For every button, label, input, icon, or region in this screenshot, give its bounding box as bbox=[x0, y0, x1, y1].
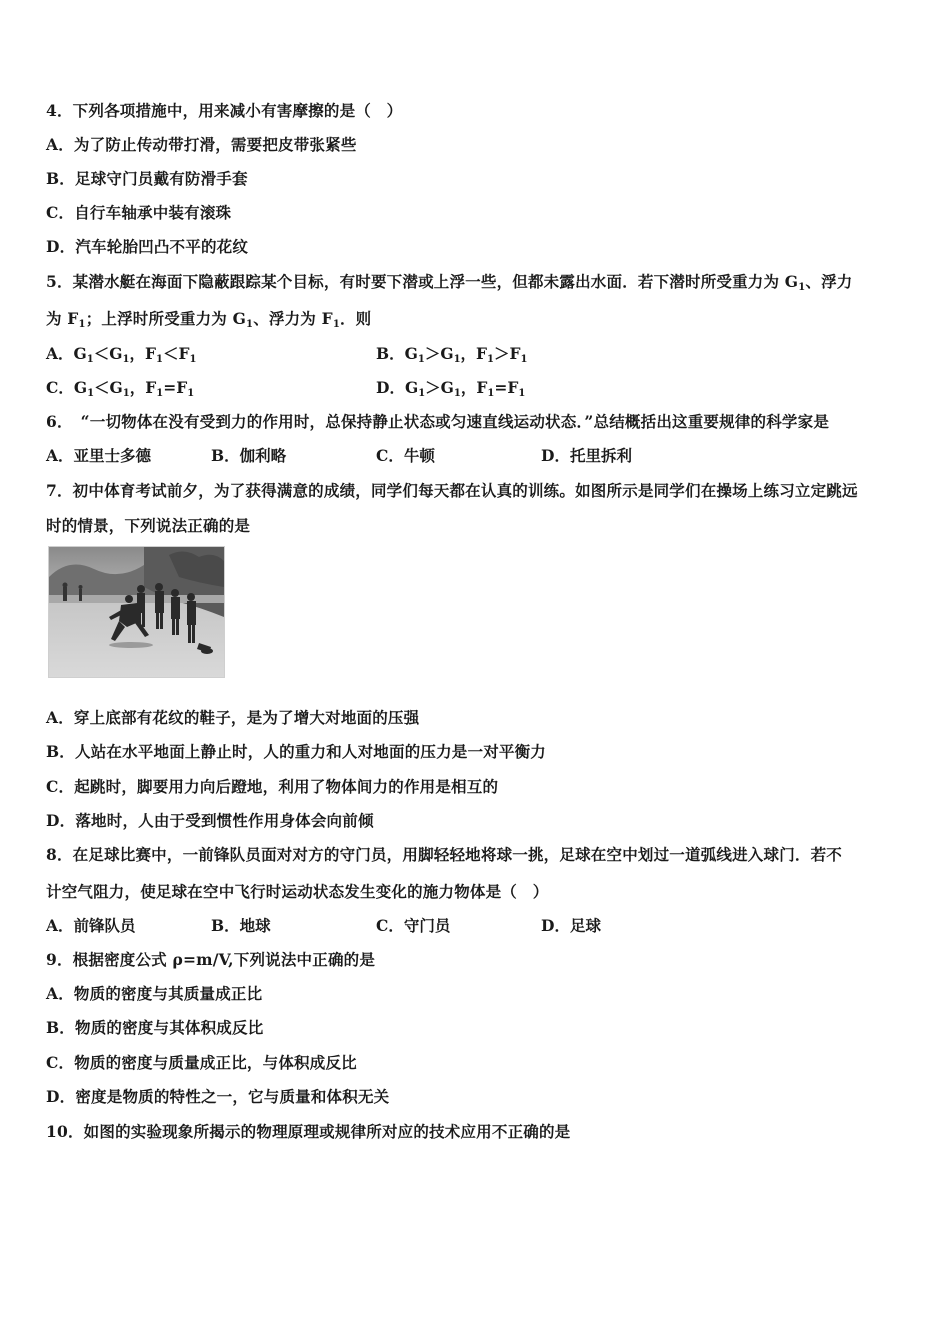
q8-option-d: D．足球 bbox=[541, 916, 601, 935]
q6-option-d: D．托里拆利 bbox=[541, 446, 632, 465]
q6-option-c: C．牛顿 bbox=[376, 446, 435, 465]
q7-option-a: A．穿上底部有花纹的鞋子，是为了增大对地面的压强 bbox=[46, 708, 420, 727]
q6-stem: 6． “一切物体在没有受到力的作用时，总保持静止状态或匀速直线运动状态．”总结概括出这重要规律的科学家是 bbox=[46, 412, 830, 431]
q4-stem: 4．下列各项措施中，用来减小有害摩擦的是（ ） bbox=[46, 101, 403, 120]
q6-option-a: A．亚里士多德 bbox=[46, 446, 152, 465]
q9-option-d: D．密度是物质的特性之一，它与质量和体积无关 bbox=[46, 1087, 390, 1106]
q5-stem-line1: 5．某潜水艇在海面下隐蔽跟踪某个目标，有时要下潜或上浮一些，但都未露出水面．若下潜时所受重力为 $G_1$、浮力 bbox=[46, 272, 853, 293]
q5-stem-line2: 为 $F_1$；上浮时所受重力为 $G_1$、浮力为 $F_1$．则 bbox=[46, 309, 372, 330]
q9-option-b: B．物质的密度与其体积成反比 bbox=[46, 1018, 264, 1037]
long-jump-photo-illustration bbox=[49, 547, 224, 677]
q4-option-b: B．足球守门员戴有防滑手套 bbox=[46, 169, 248, 188]
q7-stem-line1: 7．初中体育考试前夕，为了获得满意的成绩，同学们每天都在认真的训练。如图所示是同学们在操场上练习立定跳远 bbox=[46, 481, 858, 500]
q7-stem-line2: 时的情景，下列说法正确的是 bbox=[46, 516, 251, 535]
q10-stem: 10．如图的实验现象所揭示的物理原理或规律所对应的技术应用不正确的是 bbox=[46, 1122, 571, 1141]
q8-option-b: B．地球 bbox=[211, 916, 271, 935]
q8-option-c: C．守门员 bbox=[376, 916, 451, 935]
q4-option-d: D．汽车轮胎凹凸不平的花纹 bbox=[46, 237, 249, 256]
q6-option-b: B．伽利略 bbox=[211, 446, 287, 465]
q7-option-c: C．起跳时，脚要用力向后蹬地，利用了物体间力的作用是相互的 bbox=[46, 777, 499, 796]
q7-option-d: D．落地时，人由于受到惯性作用身体会向前倾 bbox=[46, 811, 374, 830]
q5-option-d: D．$G_1>G_1$，$F_1=F_1$ bbox=[376, 378, 526, 399]
q8-option-a: A．前锋队员 bbox=[46, 916, 136, 935]
q5-option-c: C．$G_1<G_1$，$F_1=F_1$ bbox=[46, 378, 195, 399]
q4-option-a: A．为了防止传动带打滑，需要把皮带张紧些 bbox=[46, 135, 357, 154]
q5-option-a: A．$G_1<G_1$，$F_1<F_1$ bbox=[46, 344, 197, 365]
q9-stem: 9．根据密度公式 ρ=m/V,下列说法中正确的是 bbox=[46, 950, 376, 969]
q8-stem-line1: 8．在足球比赛中，一前锋队员面对对方的守门员，用脚轻轻地将球一挑，足球在空中划过一道弧线进入球门．若不 bbox=[46, 845, 842, 864]
q4-option-c: C．自行车轴承中装有滚珠 bbox=[46, 203, 232, 222]
q9-option-a: A．物质的密度与其质量成正比 bbox=[46, 984, 263, 1003]
q8-stem-line2: 计空气阻力，使足球在空中飞行时运动状态发生变化的施力物体是（ ） bbox=[46, 882, 549, 901]
q5-option-b: B．$G_1>G_1$，$F_1>F_1$ bbox=[376, 344, 528, 365]
q7-option-b: B．人站在水平地面上静止时，人的重力和人对地面的压力是一对平衡力 bbox=[46, 742, 547, 761]
long-jump-practice-photo bbox=[48, 546, 225, 678]
q9-option-c: C．物质的密度与质量成正比，与体积成反比 bbox=[46, 1053, 357, 1072]
